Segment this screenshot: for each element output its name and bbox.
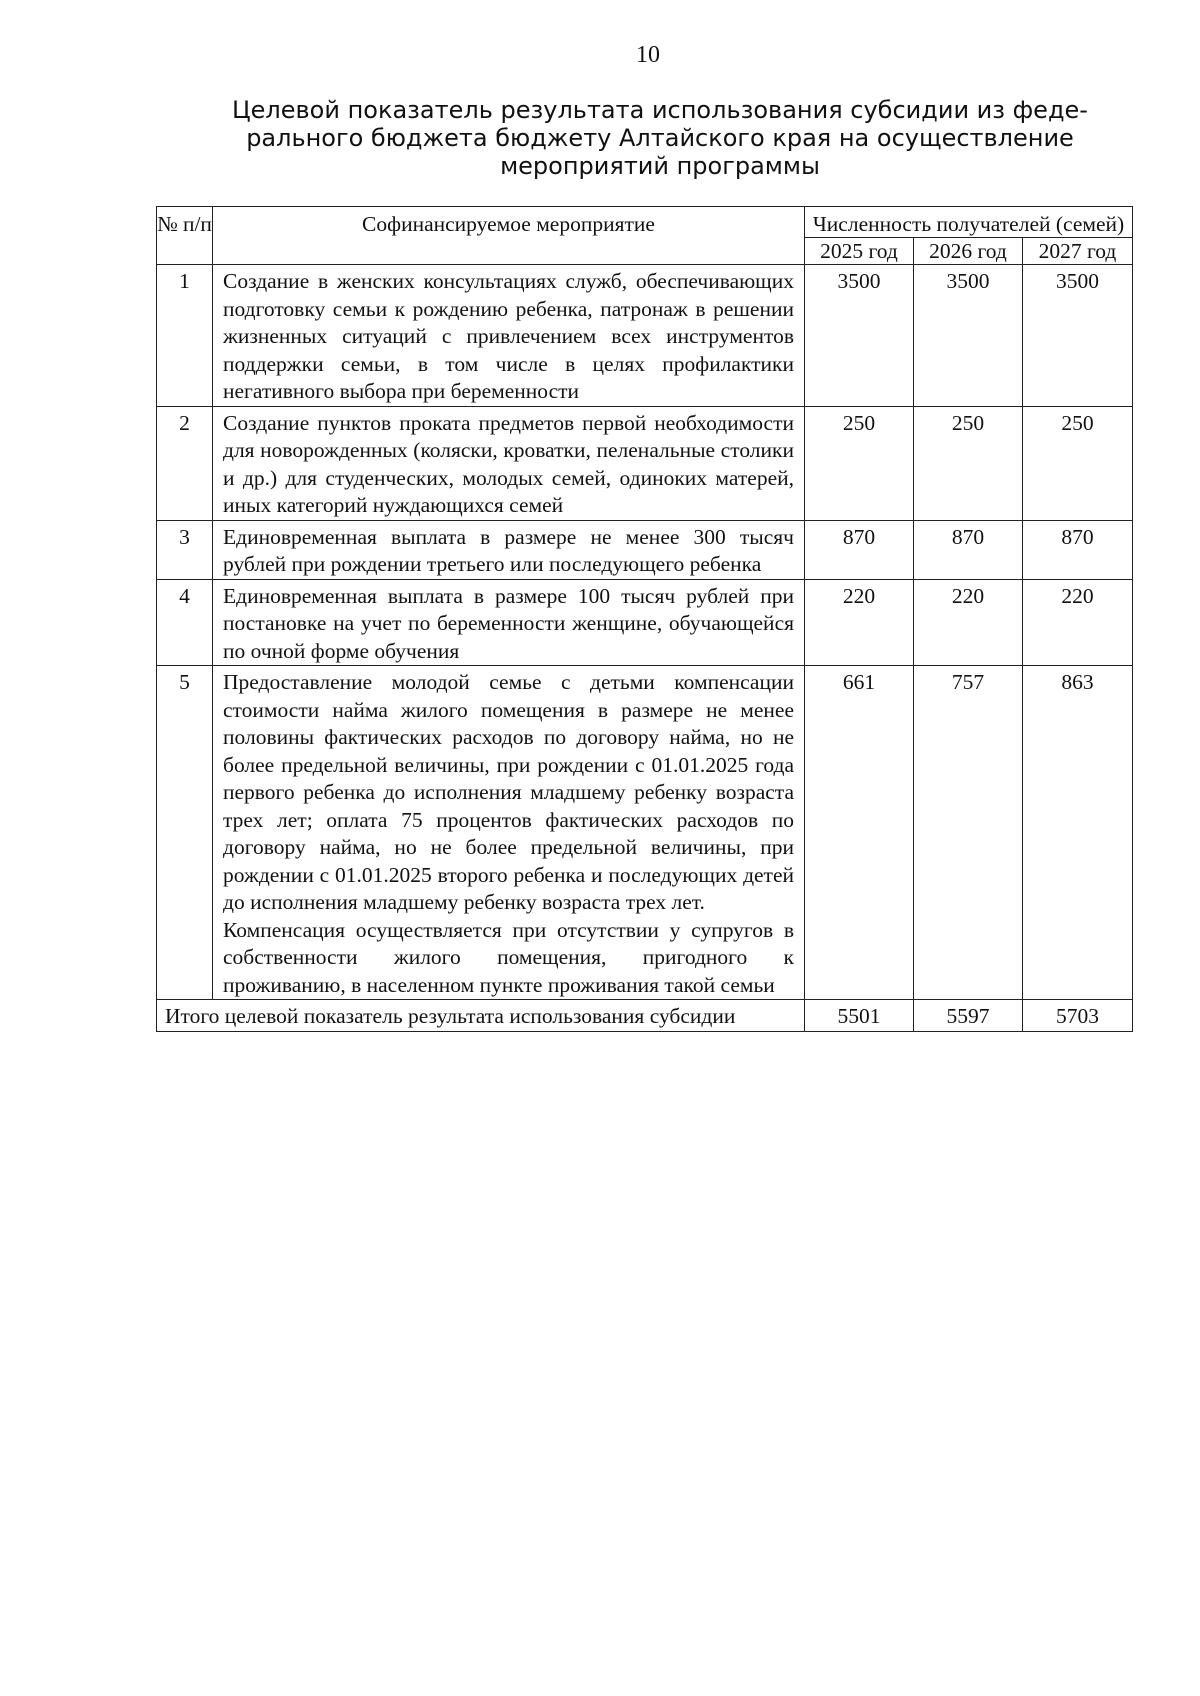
header-year-2026: 2026 год — [914, 238, 1023, 265]
title-line-1: Целевой показатель результата использования субсидии из феде- — [232, 96, 1088, 124]
row-event — [213, 666, 805, 1000]
row-event-main: Предоставление молодой семье с детьми компенсации стоимости найма жилого помещения в размере не менее половины фактических расходов по договору найма, но не более предельной величины, при рождении с 01.01.2025 года первого ребенка до исполнения младшему ребенку возраста трех лет; оплата 75 процентов фактических расходов по договору найма, но не более предельной величины, при рождении с 01.01.2025 второго ребенка и последующих детей до исполнения младшему ребенку возраста трех лет. — [223, 670, 794, 914]
row-event: Создание пунктов проката предметов первой необходимости для новорожденных (коляски, кроватки, пеленальные столики и др.) для студенческих, молодых семей, одиноких матерей, иных категорий нуждающихся семей — [213, 406, 805, 520]
total-row — [157, 1000, 1133, 1032]
header-year-2027: 2027 год — [1023, 238, 1133, 265]
table-row — [157, 520, 1133, 579]
row-value-2026: 870 — [914, 520, 1023, 579]
header-num: № п/п — [157, 207, 213, 265]
row-value-2025: 220 — [805, 579, 914, 666]
row-value-2026: 3500 — [914, 265, 1023, 407]
row-number: 5 — [157, 666, 213, 1000]
table-row — [157, 406, 1133, 520]
row-value-2025: 870 — [805, 520, 914, 579]
row-event: Единовременная выплата в размере 100 тысяч рублей при постановке на учет по беременности женщине, обучающейся по очной форме обучения — [213, 579, 805, 666]
title-line-2: рального бюджета бюджету Алтайского края на осуществление — [246, 124, 1074, 152]
table-row — [157, 265, 1133, 407]
row-number: 3 — [157, 520, 213, 579]
title-line-3: мероприятий программы — [500, 152, 820, 180]
header-event: Софинансируемое мероприятие — [213, 207, 805, 265]
row-number: 2 — [157, 406, 213, 520]
total-value-2025: 5501 — [805, 1000, 914, 1032]
row-value-2025: 3500 — [805, 265, 914, 407]
row-number: 1 — [157, 265, 213, 407]
row-value-2027: 863 — [1023, 666, 1133, 1000]
row-event-extra: Компенсация осуществляется при отсутствии у супругов в собственности жилого помещения, пригодного к проживанию, в населенном пункте проживания такой семьи — [223, 917, 794, 997]
total-label: Итого целевой показатель результата использования субсидии — [157, 1000, 805, 1032]
row-value-2025: 661 — [805, 666, 914, 1000]
row-value-2027: 3500 — [1023, 265, 1133, 407]
row-value-2025: 250 — [805, 406, 914, 520]
row-number: 4 — [157, 579, 213, 666]
row-value-2027: 870 — [1023, 520, 1133, 579]
page-number: 10 — [636, 42, 660, 68]
table-row — [157, 666, 1133, 1000]
row-value-2026: 250 — [914, 406, 1023, 520]
row-value-2026: 757 — [914, 666, 1023, 1000]
indicators-table — [156, 206, 1133, 1032]
row-event: Создание в женских консультациях служб, обеспечивающих подготовку семьи к рождению ребенка, патронаж в решении жизненных ситуаций с привлечением всех инструментов поддержки семьи, в том числе в целях профилактики негативного выбора при беременности — [213, 265, 805, 407]
row-value-2026: 220 — [914, 579, 1023, 666]
total-value-2027: 5703 — [1023, 1000, 1133, 1032]
header-row — [157, 207, 1133, 238]
table-row — [157, 579, 1133, 666]
total-value-2026: 5597 — [914, 1000, 1023, 1032]
row-event: Единовременная выплата в размере не менее 300 тысяч рублей при рождении третьего или последующего ребенка — [213, 520, 805, 579]
header-year-2025: 2025 год — [805, 238, 914, 265]
header-count: Численность получателей (семей) — [805, 207, 1133, 238]
row-value-2027: 250 — [1023, 406, 1133, 520]
document-title — [160, 96, 1160, 180]
row-value-2027: 220 — [1023, 579, 1133, 666]
